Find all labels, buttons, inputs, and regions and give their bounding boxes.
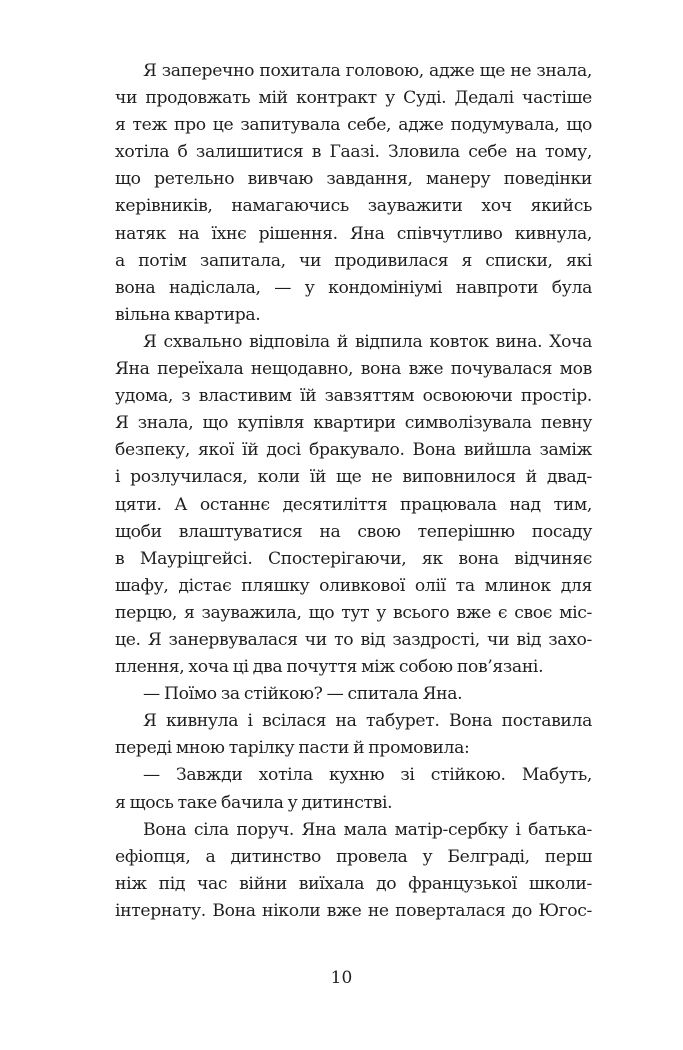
text-line: і розлучилася, коли їй ще не виповнилося й двад- — [115, 467, 592, 488]
text-line: це. Я занервувалася чи то від заздрості, чи від захо- — [115, 629, 592, 650]
text-line: шафу, дістає пляшку оливкової олії та млинок для — [115, 575, 592, 596]
text-line: — Завжди хотіла кухню зі стійкою. Мабуть, — [143, 765, 592, 786]
text-line: Я знала, що купівля квартири символізувала певну — [115, 413, 592, 434]
text-line: що ретельно вивчаю завдання, манеру поведінки — [115, 169, 592, 190]
text-line: в Мауріцгейсі. Спостерігаючи, як вона відчиняє — [115, 548, 592, 569]
text-line: вільна квартира. — [115, 304, 261, 325]
text-line: я щось таке бачила у дитинстві. — [115, 792, 393, 813]
text-line: чи продовжать мій контракт у Суді. Дедалі частіше — [115, 88, 592, 109]
text-line: хотіла б залишитися в Гаазі. Зловила себе на тому, — [115, 142, 592, 163]
text-line: ефіопця, а дитинство провела у Белграді, перш — [115, 846, 592, 867]
text-line: Я заперечно похитала головою, адже ще не знала, — [143, 61, 592, 81]
text-line: Я схвально відповіла й відпила ковток вина. Хоча — [143, 331, 592, 352]
text-line: переді мною тарілку пасти й промовила: — [115, 738, 470, 759]
text-line: інтернату. Вона ніколи вже не поверталася до Югос- — [115, 900, 592, 921]
text-line: вона надіслала, — у кондомініумі навпроти була — [115, 277, 592, 298]
text-line: ніж під час війни виїхала до французької школи- — [115, 873, 592, 894]
body-text — [115, 58, 592, 925]
text-line: Я кивнула і всілася на табурет. Вона поставила — [143, 711, 592, 732]
text-line: натяк на їхнє рішення. Яна співчутливо кивнула, — [115, 223, 592, 244]
text-line: Вона сіла поруч. Яна мала матір-сербку і батька- — [143, 819, 592, 840]
text-line: безпеку, якої їй досі бракувало. Вона вийшла заміж — [115, 440, 592, 461]
text-line: цяти. А останнє десятиліття працювала над тим, — [115, 494, 592, 515]
text-line: удома, з властивим їй завзяттям освоюючи простір. — [115, 386, 592, 407]
text-line: я теж про це запитувала себе, адже подумувала, що — [115, 115, 592, 136]
text-line: а потім запитала, чи продивилася я списки, які — [115, 250, 592, 271]
text-line: керівників, намагаючись зауважити хоч якийсь — [115, 196, 592, 217]
page-number: 10 — [330, 968, 353, 988]
text-line: — Поїмо за стійкою? — спитала Яна. — [143, 684, 463, 705]
text-line: плення, хоча ці два почуття між собою пов’язані. — [115, 657, 544, 678]
text-line: перцю, я зауважила, що тут у всього вже є своє міс- — [115, 602, 592, 623]
text-line: щоби влаштуватися на свою теперішню посаду — [115, 521, 592, 542]
text-line: Яна переїхала нещодавно, вона вже почувалася мов — [115, 359, 592, 380]
